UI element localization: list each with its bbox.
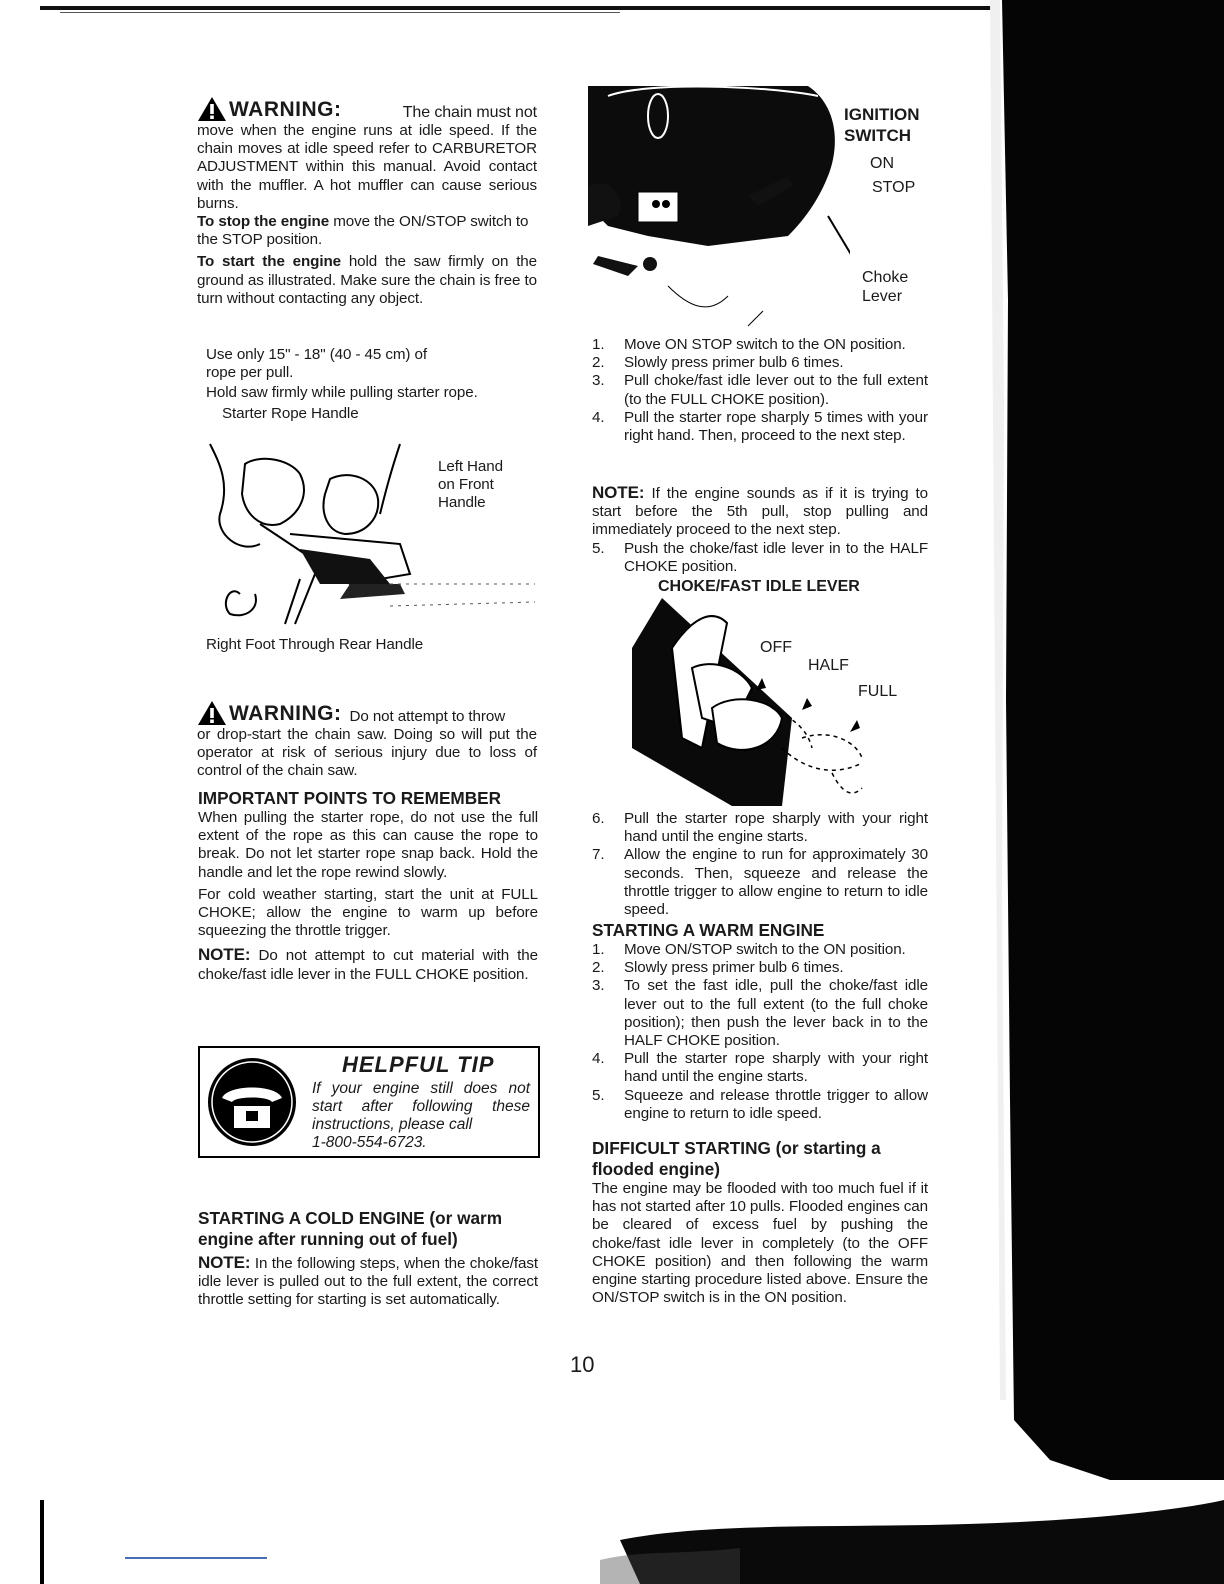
choke-lever-line-2: Lever [862, 288, 903, 305]
step-number: 3. [592, 977, 605, 995]
difficult-heading: DIFFICULT STARTING (or starting a flooded engine) [592, 1138, 881, 1179]
warning-label-2: WARNING: [229, 702, 342, 725]
cold-start-steps-2 [592, 810, 928, 919]
choke-lever-illustration [632, 598, 892, 806]
scan-dark-edge [990, 0, 1224, 1584]
helpful-tip-box [198, 1046, 540, 1158]
important-p1: When pulling the starter rope, do not use the full extent of the rope as this can cause the rope to break. Do not let starter rope snap back. Hold the handle and let the rope rewind slowly. [198, 809, 538, 881]
stop-engine-label: To stop the engine [197, 213, 330, 231]
starter-rope-handle-label: Starter Rope Handle [222, 404, 359, 422]
step-number: 2. [592, 354, 605, 372]
step-text: Slowly press primer bulb 6 times. [624, 354, 844, 372]
ignition-title-2: SWITCH [844, 126, 912, 145]
warm-engine-section [592, 920, 928, 1123]
choke-lever-label [862, 268, 908, 306]
scan-left-bar [40, 1500, 44, 1584]
step-text: Squeeze and release throttle trigger to allow engine to return to idle speed. [624, 1086, 928, 1122]
step-item [592, 941, 928, 959]
warning-lead: The chain must not [402, 103, 537, 121]
cold-engine-heading: STARTING A COLD ENGINE (or warm engine after running out of fuel) [198, 1208, 502, 1249]
step-number: 4. [592, 1050, 605, 1068]
step-text: Pull the starter rope sharply with your right hand until the engine starts. [624, 1050, 928, 1086]
cold-start-steps [592, 336, 928, 445]
step-item [592, 409, 928, 445]
step-text: Allow the engine to run for approximately 30 seconds. Then, squeeze and release the throttle trigger to allow engine to return to idle speed. [624, 846, 928, 919]
choke-figure-title: CHOKE/FAST IDLE LEVER [658, 578, 860, 595]
rope-length-text: Use only 15" - 18" (40 - 45 cm) of [206, 346, 427, 363]
telephone-icon [206, 1056, 298, 1148]
step-item [592, 372, 928, 408]
step-item [592, 540, 928, 576]
step-number: 4. [592, 408, 605, 426]
left-hand-label [438, 458, 528, 513]
step-number: 2. [592, 959, 605, 977]
cold-note-label: NOTE: [198, 1253, 251, 1272]
right-note-label: NOTE: [592, 483, 645, 502]
choke-off-label: OFF [760, 639, 792, 656]
step-item [592, 354, 928, 372]
ignition-switch-label [844, 104, 920, 146]
warning-block-1 [197, 96, 537, 308]
important-points [198, 788, 538, 984]
step-item [592, 846, 928, 919]
step-item [592, 1087, 928, 1123]
starting-figure-text [206, 346, 546, 423]
warning-lead-2: Do not attempt to throw [349, 707, 506, 725]
warning-text: move when the engine runs at idle speed. If the chain moves at idle speed refer to CARBURETOR ADJUSTMENT within this manual. Avoid contact with the muffler. A hot muffler can cause serious burns. [197, 122, 537, 212]
rope-length-text-2: rope per pull. [206, 364, 294, 382]
scan-top-rule [40, 6, 1000, 10]
cold-engine-section [198, 1208, 538, 1310]
start-engine-text: hold the saw firmly on the ground as illustrated. Make sure the chain is free to turn without contacting any object. [197, 253, 538, 307]
warm-engine-steps [592, 941, 928, 1123]
step-number: 1. [592, 336, 605, 353]
left-hand-line-2: on Front [438, 476, 494, 494]
figure-caption: Right Foot Through Rear Handle [206, 636, 424, 653]
warning-triangle-icon-2 [197, 700, 227, 726]
helpful-tip-phone: 1-800-554-6723. [312, 1134, 427, 1151]
step-text: Push the choke/fast idle lever in to the HALF CHOKE position. [624, 540, 928, 576]
important-heading: IMPORTANT POINTS TO REMEMBER [198, 788, 502, 808]
step-number: 6. [592, 810, 605, 827]
warning-text-2: or drop-start the chain saw. Doing so will put the operator at risk of serious injury due to loss of control of the chain saw. [197, 726, 537, 780]
step-text: Pull the starter rope sharply with your right hand until the engine starts. [624, 810, 928, 846]
scan-top-rule-thin [60, 12, 620, 13]
warning-block-2 [197, 700, 537, 781]
page-number: 10 [570, 1352, 595, 1377]
cold-note-text: In the following steps, when the choke/fast idle lever is pulled out to the full extent, the correct throttle setting for starting is set automatically. [198, 1255, 538, 1309]
step-item [592, 1050, 928, 1086]
ignition-switch-illustration [588, 86, 850, 334]
step-text: Move ON STOP switch to the ON position. [624, 336, 906, 353]
step-number: 5. [592, 1086, 605, 1104]
helpful-tip-text: If your engine still does not start after following these instructions, please call [312, 1080, 530, 1133]
warm-engine-heading: STARTING A WARM ENGINE [592, 920, 825, 940]
choke-lever-line-1: Choke [862, 269, 909, 286]
important-note-text: Do not attempt to cut material with the choke/fast idle lever in the FULL CHOKE position. [198, 947, 538, 983]
step-text: Pull choke/fast idle lever out to the full extent (to the FULL CHOKE position). [624, 372, 928, 408]
step-number: 5. [592, 540, 605, 557]
important-p2: For cold weather starting, start the unit at FULL CHOKE; allow the engine to warm up before squeezing the throttle trigger. [198, 885, 538, 940]
warning-triangle-icon [197, 96, 227, 122]
step-number: 3. [592, 372, 605, 390]
start-engine-label: To start the engine [197, 253, 341, 271]
switch-stop-label: STOP [872, 179, 916, 196]
choke-half-label: HALF [808, 657, 849, 674]
choke-full-label: FULL [858, 683, 898, 700]
ignition-title-1: IGNITION [844, 105, 920, 124]
switch-on-label: ON [870, 155, 894, 172]
difficult-text: The engine may be flooded with too much fuel if it has not started after 10 pulls. Flooded engines can be cleared of excess fuel by pushing the choke/fast idle lever in completely (to the OFF CHOKE position) and then following the warm engine starting procedure listed above. Ensure the ON/STOP switch is in the ON position. [592, 1180, 928, 1307]
important-note-label: NOTE: [198, 945, 251, 965]
step-text: To set the fast idle, pull the choke/fast idle lever out to the full extent (to the full choke position); then push the lever back in to the HALF CHOKE position. [624, 977, 928, 1050]
difficult-starting-section [592, 1138, 928, 1307]
left-hand-line-1: Left Hand [438, 458, 503, 475]
step-number: 1. [592, 941, 605, 958]
step-5 [592, 540, 928, 576]
helpful-tip-title: HELPFUL TIP [342, 1052, 495, 1077]
step-text: Slowly press primer bulb 6 times. [624, 959, 844, 977]
left-hand-line-3: Handle [438, 494, 486, 512]
warning-label: WARNING: [229, 98, 342, 121]
right-note [592, 484, 928, 540]
step-item [592, 959, 928, 977]
stop-engine-text: move the ON/STOP switch to the STOP position. [197, 213, 529, 249]
step-item [592, 810, 928, 846]
step-number: 7. [592, 846, 605, 864]
hold-saw-text: Hold saw firmly while pulling starter rope. [206, 384, 478, 402]
step-text: Pull the starter rope sharply 5 times with your right hand. Then, proceed to the next step. [624, 408, 928, 445]
step-text: Move ON/STOP switch to the ON position. [624, 941, 906, 958]
step-item [592, 336, 928, 354]
scan-bottom-smudge [600, 1500, 1224, 1584]
step-item [592, 977, 928, 1050]
scan-bottom-line [125, 1557, 267, 1559]
right-note-text: If the engine sounds as if it is trying to start before the 5th pull, stop pulling and immediately proceed to the next step. [592, 485, 928, 539]
